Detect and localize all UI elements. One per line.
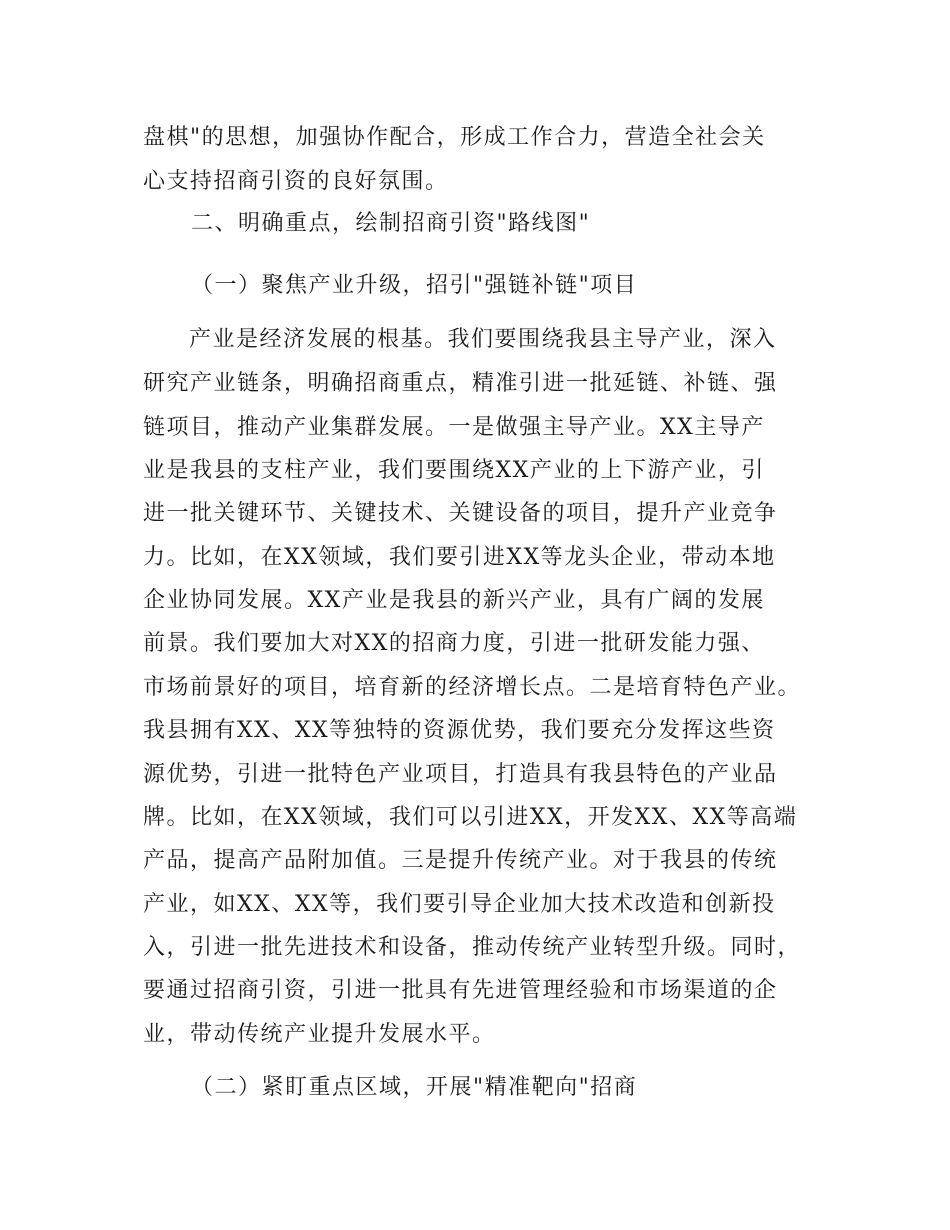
- paragraph-line: 入，引进一批先进技术和设备，推动传统产业转型升级。同时，: [143, 935, 802, 960]
- paragraph-line: 盘棋"的思想，加强协作配合，形成工作合力，营造全社会关: [143, 125, 766, 150]
- paragraph-line: 市场前景好的项目，培育新的经济增长点。二是培育特色产业。: [143, 675, 802, 700]
- paragraph-line: 产业是经济发展的根基。我们要围绕我县主导产业，深入: [189, 327, 777, 352]
- paragraph-line: 产业，如XX、XX等，我们要引导企业加大技术改造和创新投: [143, 892, 776, 917]
- paragraph-line: 心支持招商引资的良好氛围。: [143, 169, 449, 194]
- paragraph-line: 牌。比如，在XX领域，我们可以引进XX，开发XX、XX等高端: [143, 805, 798, 830]
- paragraph-line: 力。比如，在XX领域，我们要引进XX等龙头企业，带动本地: [143, 545, 776, 570]
- paragraph-line: 源优势，引进一批特色产业项目，打造具有我县特色的产业品: [143, 762, 778, 787]
- paragraph-line: 企业协同发展。XX产业是我县的新兴产业，具有广阔的发展: [143, 588, 765, 613]
- paragraph-line: 前景。我们要加大对XX的招商力度，引进一批研发能力强、: [143, 631, 765, 656]
- paragraph-line: 产品，提高产品附加值。三是提升传统产业。对于我县的传统: [143, 848, 778, 873]
- subsection-heading: （二）紧盯重点区域，开展"精准靶向"招商: [191, 1075, 638, 1100]
- paragraph-line: 业是我县的支柱产业，我们要围绕XX产业的上下游产业，引: [143, 458, 765, 483]
- paragraph-line: 业，带动传统产业提升发展水平。: [143, 1022, 496, 1047]
- section-heading: 二、明确重点，绘制招商引资"路线图": [191, 211, 591, 236]
- subsection-heading: （一）聚焦产业升级，招引"强链补链"项目: [191, 273, 638, 298]
- paragraph-line: 研究产业链条，明确招商重点，精准引进一批延链、补链、强: [143, 371, 778, 396]
- paragraph-line: 要通过招商引资，引进一批具有先进管理经验和市场渠道的企: [143, 978, 778, 1003]
- paragraph-line: 我县拥有XX、XX等独特的资源优势，我们要充分发挥这些资: [143, 718, 776, 743]
- paragraph-line: 链项目，推动产业集群发展。一是做强主导产业。XX主导产: [143, 415, 765, 440]
- paragraph-line: 进一批关键环节、关键技术、关键设备的项目，提升产业竞争: [143, 501, 778, 526]
